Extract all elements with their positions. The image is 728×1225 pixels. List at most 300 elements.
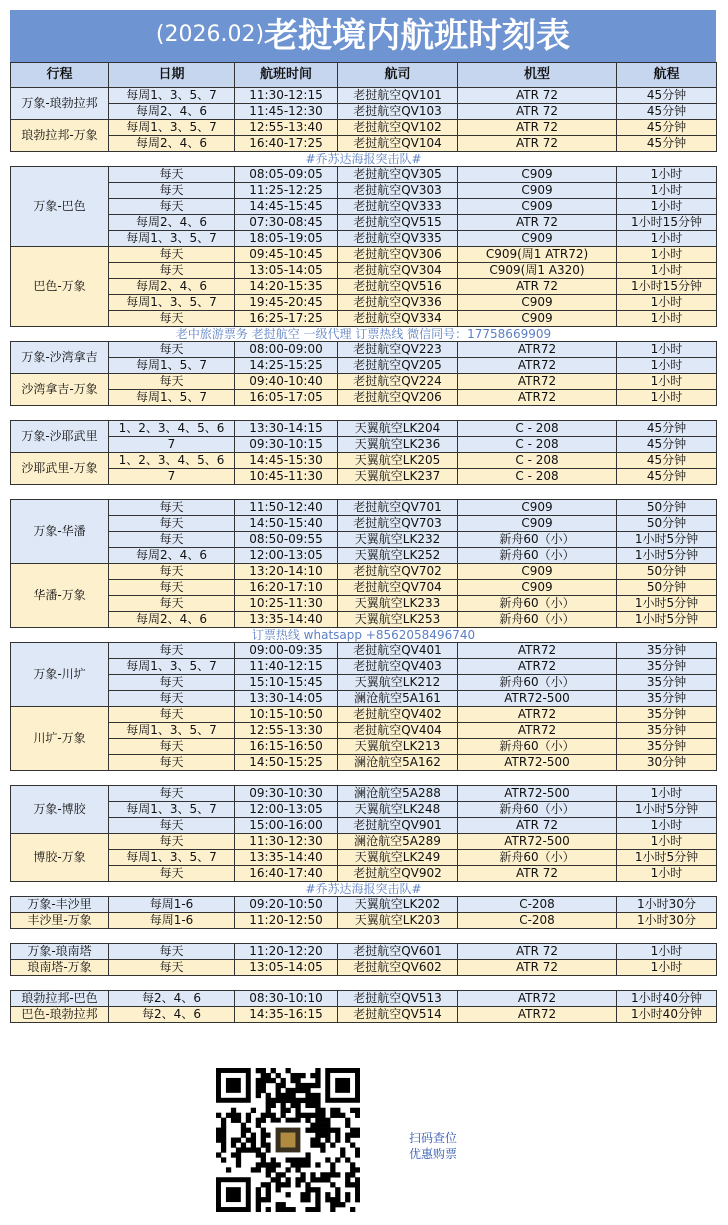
aircraft-cell: ATR72: [458, 723, 617, 739]
airline-cell: 天翼航空LK253: [338, 612, 458, 628]
table-row: [11, 659, 717, 675]
note-text: 老中旅游票务 老挝航空 一级代理 订票热线 微信同号：17758669909: [11, 327, 717, 342]
route-cell: 博胶-万象: [11, 834, 109, 882]
route-cell: 万象-巴色: [11, 167, 109, 247]
date-cell: 每周1、5、7: [109, 390, 235, 406]
airline-cell: 天翼航空LK237: [338, 469, 458, 485]
duration-cell: 1小时: [617, 866, 717, 882]
aircraft-cell: ATR72-500: [458, 755, 617, 771]
aircraft-cell: ATR72: [458, 342, 617, 358]
table-row: [11, 596, 717, 612]
time-cell: 16:15-16:50: [235, 739, 338, 755]
time-cell: 11:25-12:25: [235, 183, 338, 199]
duration-cell: 1小时30分: [617, 897, 717, 913]
table-row: [11, 183, 717, 199]
duration-cell: 1小时: [617, 263, 717, 279]
duration-cell: 1小时: [617, 231, 717, 247]
aircraft-cell: C909: [458, 167, 617, 183]
route-cell: 万象-丰沙里: [11, 897, 109, 913]
table-row: [11, 960, 717, 976]
date-cell: 每天: [109, 516, 235, 532]
airline-cell: 老挝航空QV513: [338, 991, 458, 1007]
table-row: [11, 279, 717, 295]
airline-cell: 老挝航空QV403: [338, 659, 458, 675]
date-cell: 每天: [109, 167, 235, 183]
airline-cell: 老挝航空QV303: [338, 183, 458, 199]
airline-cell: 老挝航空QV515: [338, 215, 458, 231]
date-cell: 每周1、3、5、7: [109, 88, 235, 104]
route-cell: 琅南塔-万象: [11, 960, 109, 976]
time-cell: 10:15-10:50: [235, 707, 338, 723]
date-cell: 每周2、4、6: [109, 548, 235, 564]
date-cell: 每周1、3、5、7: [109, 802, 235, 818]
note-row: [11, 152, 717, 167]
time-cell: 11:30-12:30: [235, 834, 338, 850]
time-cell: 11:50-12:40: [235, 500, 338, 516]
aircraft-cell: C - 208: [458, 469, 617, 485]
aircraft-cell: 新舟60（小）: [458, 850, 617, 866]
table-row: [11, 834, 717, 850]
page-title-bar: [10, 10, 716, 62]
date-cell: 每周1、5、7: [109, 358, 235, 374]
aircraft-cell: ATR72: [458, 659, 617, 675]
table-row: [11, 516, 717, 532]
airline-cell: 老挝航空QV602: [338, 960, 458, 976]
time-cell: 09:20-10:50: [235, 897, 338, 913]
table-row: [11, 691, 717, 707]
duration-cell: 1小时: [617, 358, 717, 374]
time-cell: 13:30-14:05: [235, 691, 338, 707]
qr-code-icon: [216, 1068, 360, 1212]
date-cell: 每周1-6: [109, 913, 235, 929]
duration-cell: 1小时5分钟: [617, 548, 717, 564]
table-row: [11, 723, 717, 739]
aircraft-cell: C909: [458, 580, 617, 596]
duration-cell: 45分钟: [617, 421, 717, 437]
airline-cell: 老挝航空QV104: [338, 136, 458, 152]
airline-cell: 老挝航空QV703: [338, 516, 458, 532]
time-cell: 08:30-10:10: [235, 991, 338, 1007]
aircraft-cell: 新舟60（小）: [458, 596, 617, 612]
table-row: [11, 311, 717, 327]
time-cell: 14:50-15:40: [235, 516, 338, 532]
note-row: [11, 628, 717, 643]
aircraft-cell: 新舟60（小）: [458, 532, 617, 548]
duration-cell: 1小时: [617, 374, 717, 390]
duration-cell: 45分钟: [617, 453, 717, 469]
table-row: [11, 548, 717, 564]
duration-cell: 50分钟: [617, 516, 717, 532]
table-row: [11, 866, 717, 882]
airline-cell: 天翼航空LK248: [338, 802, 458, 818]
header-route: 行程: [11, 63, 109, 88]
aircraft-cell: ATR 72: [458, 944, 617, 960]
header-duration: 航程: [617, 63, 717, 88]
date-cell: 每周1、3、5、7: [109, 723, 235, 739]
table-row: [11, 913, 717, 929]
airline-cell: 老挝航空QV402: [338, 707, 458, 723]
date-cell: 每天: [109, 596, 235, 612]
airline-cell: 澜沧航空5A289: [338, 834, 458, 850]
time-cell: 13:05-14:05: [235, 263, 338, 279]
spacer-cell: [11, 406, 717, 421]
date-cell: 每周1、3、5、7: [109, 850, 235, 866]
route-cell: 万象-川圹: [11, 643, 109, 707]
aircraft-cell: C - 208: [458, 421, 617, 437]
airline-cell: 老挝航空QV704: [338, 580, 458, 596]
date-cell: 每天: [109, 199, 235, 215]
duration-cell: 1小时5分钟: [617, 532, 717, 548]
airline-cell: 老挝航空QV334: [338, 311, 458, 327]
duration-cell: 45分钟: [617, 469, 717, 485]
time-cell: 11:20-12:50: [235, 913, 338, 929]
route-cell: 万象-琅南塔: [11, 944, 109, 960]
route-cell: 沙耶武里-万象: [11, 453, 109, 485]
aircraft-cell: C909(周1 A320): [458, 263, 617, 279]
time-cell: 11:45-12:30: [235, 104, 338, 120]
aircraft-cell: ATR72-500: [458, 834, 617, 850]
table-row: [11, 818, 717, 834]
note-text: 订票热线 whatsapp +8562058496740: [11, 628, 717, 643]
time-cell: 12:55-13:40: [235, 120, 338, 136]
aircraft-cell: C - 208: [458, 453, 617, 469]
table-row: [11, 263, 717, 279]
time-cell: 15:10-15:45: [235, 675, 338, 691]
duration-cell: 1小时: [617, 834, 717, 850]
table-row: [11, 104, 717, 120]
date-cell: 每天: [109, 500, 235, 516]
date-cell: 每周1、3、5、7: [109, 659, 235, 675]
airline-cell: 老挝航空QV305: [338, 167, 458, 183]
duration-cell: 50分钟: [617, 500, 717, 516]
duration-cell: 50分钟: [617, 580, 717, 596]
time-cell: 07:30-08:45: [235, 215, 338, 231]
time-cell: 09:40-10:40: [235, 374, 338, 390]
aircraft-cell: C909: [458, 183, 617, 199]
duration-cell: 35分钟: [617, 739, 717, 755]
aircraft-cell: C909: [458, 295, 617, 311]
aircraft-cell: ATR 72: [458, 960, 617, 976]
time-cell: 11:40-12:15: [235, 659, 338, 675]
spacer-cell: [11, 485, 717, 500]
date-cell: 每天: [109, 960, 235, 976]
duration-cell: 1小时: [617, 295, 717, 311]
aircraft-cell: ATR72: [458, 643, 617, 659]
table-row: [11, 897, 717, 913]
airline-cell: 老挝航空QV333: [338, 199, 458, 215]
duration-cell: 1小时: [617, 960, 717, 976]
airline-cell: 天翼航空LK204: [338, 421, 458, 437]
aircraft-cell: C909(周1 ATR72): [458, 247, 617, 263]
date-cell: 每天: [109, 183, 235, 199]
time-cell: 16:25-17:25: [235, 311, 338, 327]
time-cell: 08:00-09:00: [235, 342, 338, 358]
duration-cell: 45分钟: [617, 88, 717, 104]
header-row: [11, 63, 717, 88]
time-cell: 12:00-13:05: [235, 802, 338, 818]
duration-cell: 1小时: [617, 183, 717, 199]
table-row: [11, 199, 717, 215]
table-row: [11, 675, 717, 691]
date-cell: 每2、4、6: [109, 991, 235, 1007]
duration-cell: 1小时5分钟: [617, 850, 717, 866]
airline-cell: 天翼航空LK205: [338, 453, 458, 469]
airline-cell: 老挝航空QV404: [338, 723, 458, 739]
duration-cell: 1小时: [617, 199, 717, 215]
time-cell: 14:50-15:25: [235, 755, 338, 771]
time-cell: 08:05-09:05: [235, 167, 338, 183]
aircraft-cell: 新舟60（小）: [458, 548, 617, 564]
airline-cell: 澜沧航空5A288: [338, 786, 458, 802]
route-cell: 万象-沙耶武里: [11, 421, 109, 453]
airline-cell: 天翼航空LK213: [338, 739, 458, 755]
duration-cell: 35分钟: [617, 691, 717, 707]
aircraft-cell: C-208: [458, 913, 617, 929]
time-cell: 16:40-17:40: [235, 866, 338, 882]
airline-cell: 天翼航空LK233: [338, 596, 458, 612]
duration-cell: 1小时: [617, 247, 717, 263]
date-cell: 每天: [109, 691, 235, 707]
airline-cell: 天翼航空LK232: [338, 532, 458, 548]
table-row: [11, 580, 717, 596]
qr-code[interactable]: [216, 1068, 360, 1212]
duration-cell: 1小时: [617, 167, 717, 183]
date-cell: 每周2、4、6: [109, 104, 235, 120]
date-cell: 每天: [109, 944, 235, 960]
date-cell: 每2、4、6: [109, 1007, 235, 1023]
time-cell: 14:20-15:35: [235, 279, 338, 295]
table-row: [11, 295, 717, 311]
table-row: [11, 120, 717, 136]
aircraft-cell: 新舟60（小）: [458, 802, 617, 818]
table-row: [11, 247, 717, 263]
time-cell: 09:30-10:15: [235, 437, 338, 453]
time-cell: 18:05-19:05: [235, 231, 338, 247]
duration-cell: 1小时15分钟: [617, 279, 717, 295]
route-cell: 万象-博胶: [11, 786, 109, 834]
aircraft-cell: ATR72-500: [458, 786, 617, 802]
airline-cell: 老挝航空QV206: [338, 390, 458, 406]
route-cell: 丰沙里-万象: [11, 913, 109, 929]
aircraft-cell: C - 208: [458, 437, 617, 453]
duration-cell: 1小时: [617, 818, 717, 834]
spacer-row: [11, 406, 717, 421]
table-row: [11, 390, 717, 406]
header-aircraft: 机型: [458, 63, 617, 88]
aircraft-cell: ATR72: [458, 390, 617, 406]
note-row: [11, 882, 717, 897]
duration-cell: 45分钟: [617, 136, 717, 152]
date-cell: 每天: [109, 342, 235, 358]
airline-cell: 老挝航空QV205: [338, 358, 458, 374]
table-row: [11, 437, 717, 453]
duration-cell: 45分钟: [617, 437, 717, 453]
airline-cell: 老挝航空QV304: [338, 263, 458, 279]
duration-cell: 1小时40分钟: [617, 991, 717, 1007]
duration-cell: 1小时30分: [617, 913, 717, 929]
table-row: [11, 231, 717, 247]
table-row: [11, 643, 717, 659]
date-cell: 每天: [109, 675, 235, 691]
time-cell: 09:45-10:45: [235, 247, 338, 263]
spacer-cell: [11, 976, 717, 991]
aircraft-cell: C909: [458, 500, 617, 516]
time-cell: 14:35-16:15: [235, 1007, 338, 1023]
time-cell: 16:05-17:05: [235, 390, 338, 406]
table-row: [11, 1007, 717, 1023]
time-cell: 13:05-14:05: [235, 960, 338, 976]
date-cell: 每天: [109, 786, 235, 802]
airline-cell: 老挝航空QV101: [338, 88, 458, 104]
airline-cell: 老挝航空QV514: [338, 1007, 458, 1023]
aircraft-cell: ATR 72: [458, 136, 617, 152]
airline-cell: 老挝航空QV102: [338, 120, 458, 136]
duration-cell: 1小时: [617, 944, 717, 960]
table-row: [11, 944, 717, 960]
date-cell: 每周2、4、6: [109, 612, 235, 628]
route-cell: 华潘-万象: [11, 564, 109, 628]
date-cell: 每天: [109, 532, 235, 548]
spacer-row: [11, 929, 717, 944]
table-row: [11, 374, 717, 390]
route-cell: 巴色-万象: [11, 247, 109, 327]
page-title: 老挝境内航班时刻表: [264, 16, 571, 56]
table-row: [11, 88, 717, 104]
date-cell: 每周2、4、6: [109, 279, 235, 295]
date-cell: 每天: [109, 374, 235, 390]
route-cell: 万象-沙湾拿吉: [11, 342, 109, 374]
aircraft-cell: 新舟60（小）: [458, 739, 617, 755]
date-cell: 每天: [109, 311, 235, 327]
flight-schedule-table: [10, 62, 717, 1023]
aircraft-cell: ATR 72: [458, 88, 617, 104]
time-cell: 09:00-09:35: [235, 643, 338, 659]
route-cell: 川圹-万象: [11, 707, 109, 771]
date-cell: 每周2、4、6: [109, 136, 235, 152]
time-cell: 08:50-09:55: [235, 532, 338, 548]
duration-cell: 1小时5分钟: [617, 596, 717, 612]
date-cell: 每天: [109, 834, 235, 850]
table-row: [11, 612, 717, 628]
airline-cell: 老挝航空QV401: [338, 643, 458, 659]
airline-cell: 天翼航空LK212: [338, 675, 458, 691]
aircraft-cell: C909: [458, 516, 617, 532]
table-row: [11, 755, 717, 771]
airline-cell: 天翼航空LK236: [338, 437, 458, 453]
time-cell: 12:55-13:30: [235, 723, 338, 739]
time-cell: 10:45-11:30: [235, 469, 338, 485]
date-cell: 1、2、3、4、5、6: [109, 421, 235, 437]
time-cell: 13:35-14:40: [235, 612, 338, 628]
time-cell: 09:30-10:30: [235, 786, 338, 802]
header-time: 航班时间: [235, 63, 338, 88]
airline-cell: 老挝航空QV601: [338, 944, 458, 960]
qr-caption: [398, 1130, 468, 1162]
time-cell: 16:20-17:10: [235, 580, 338, 596]
airline-cell: 老挝航空QV516: [338, 279, 458, 295]
airline-cell: 老挝航空QV224: [338, 374, 458, 390]
table-row: [11, 136, 717, 152]
table-row: [11, 850, 717, 866]
duration-cell: 35分钟: [617, 659, 717, 675]
time-cell: 11:30-12:15: [235, 88, 338, 104]
date-cell: 每天: [109, 643, 235, 659]
duration-cell: 1小时40分钟: [617, 1007, 717, 1023]
duration-cell: 45分钟: [617, 104, 717, 120]
airline-cell: 澜沧航空5A161: [338, 691, 458, 707]
airline-cell: 老挝航空QV702: [338, 564, 458, 580]
aircraft-cell: ATR72: [458, 1007, 617, 1023]
aircraft-cell: ATR72: [458, 358, 617, 374]
duration-cell: 35分钟: [617, 675, 717, 691]
airline-cell: 天翼航空LK202: [338, 897, 458, 913]
time-cell: 16:40-17:25: [235, 136, 338, 152]
duration-cell: 50分钟: [617, 564, 717, 580]
duration-cell: 45分钟: [617, 120, 717, 136]
aircraft-cell: C909: [458, 564, 617, 580]
date-cell: 7: [109, 469, 235, 485]
table-row: [11, 564, 717, 580]
airline-cell: 老挝航空QV336: [338, 295, 458, 311]
airline-cell: 老挝航空QV901: [338, 818, 458, 834]
table-row: [11, 342, 717, 358]
table-row: [11, 991, 717, 1007]
route-cell: 琅勃拉邦-万象: [11, 120, 109, 152]
header-date: 日期: [109, 63, 235, 88]
time-cell: 12:00-13:05: [235, 548, 338, 564]
date-cell: 7: [109, 437, 235, 453]
duration-cell: 1小时15分钟: [617, 215, 717, 231]
date-cell: 每天: [109, 564, 235, 580]
duration-cell: 35分钟: [617, 723, 717, 739]
date-cell: 每周1、3、5、7: [109, 120, 235, 136]
aircraft-cell: ATR 72: [458, 279, 617, 295]
table-row: [11, 500, 717, 516]
aircraft-cell: 新舟60（小）: [458, 612, 617, 628]
table-row: [11, 215, 717, 231]
header-airline: 航司: [338, 63, 458, 88]
aircraft-cell: C909: [458, 199, 617, 215]
table-row: [11, 802, 717, 818]
table-row: [11, 786, 717, 802]
schedule-body: [11, 88, 717, 1023]
spacer-row: [11, 771, 717, 786]
time-cell: 13:20-14:10: [235, 564, 338, 580]
duration-cell: 35分钟: [617, 643, 717, 659]
time-cell: 14:25-15:25: [235, 358, 338, 374]
date-cell: 每周1、3、5、7: [109, 231, 235, 247]
table-row: [11, 421, 717, 437]
aircraft-cell: 新舟60（小）: [458, 675, 617, 691]
aircraft-cell: ATR72: [458, 707, 617, 723]
table-row: [11, 532, 717, 548]
duration-cell: 35分钟: [617, 707, 717, 723]
time-cell: 14:45-15:45: [235, 199, 338, 215]
qr-caption-line-2: 优惠购票: [408, 1147, 457, 1161]
route-cell: 巴色-琅勃拉邦: [11, 1007, 109, 1023]
note-text: #乔苏达海报突击队#: [11, 152, 717, 167]
date-cell: 每周1-6: [109, 897, 235, 913]
airline-cell: 天翼航空LK249: [338, 850, 458, 866]
route-cell: 琅勃拉邦-巴色: [11, 991, 109, 1007]
aircraft-cell: ATR 72: [458, 104, 617, 120]
date-cell: 每天: [109, 755, 235, 771]
table-row: [11, 453, 717, 469]
date-cell: 每天: [109, 818, 235, 834]
table-row: [11, 469, 717, 485]
date-cell: 1、2、3、4、5、6: [109, 453, 235, 469]
date-cell: 每天: [109, 580, 235, 596]
